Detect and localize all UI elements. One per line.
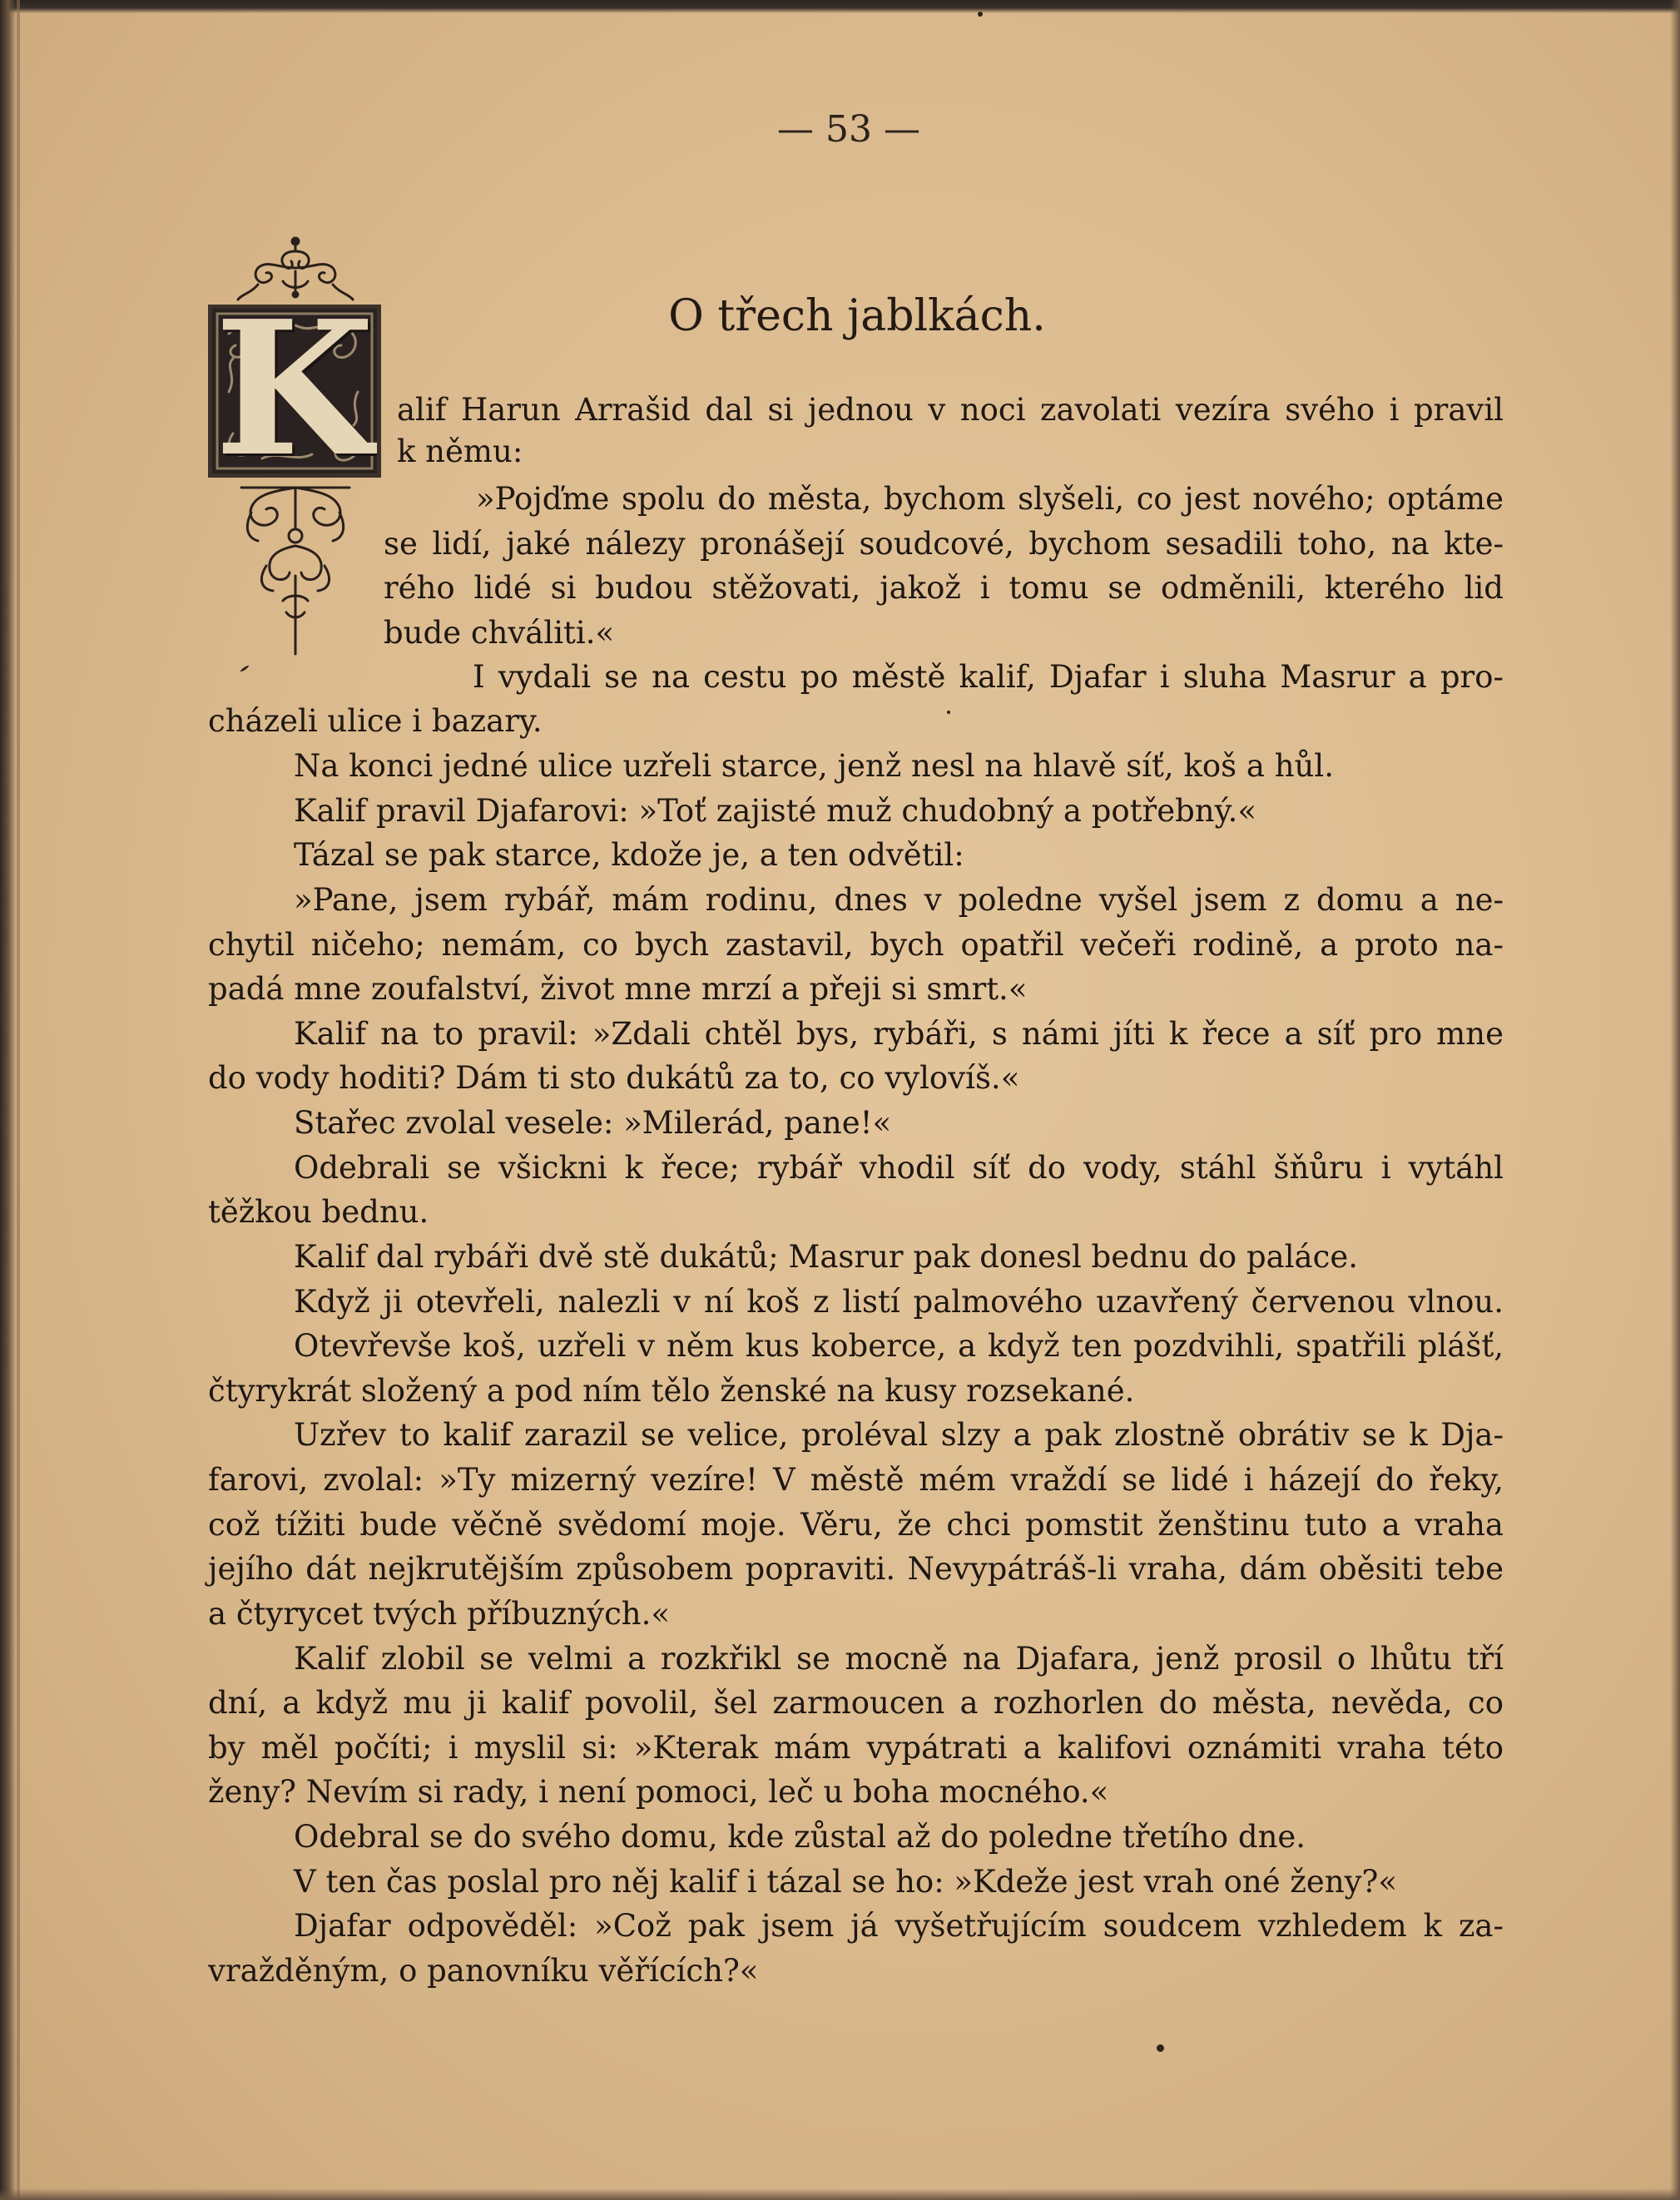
chapter-title: O třech jablkách. <box>668 291 1046 341</box>
text-line: dní, a když mu ji kalif povolil, šel zarmoucen a rozhorlen do města, nevěda, co <box>208 1685 1504 1721</box>
text-line: Kalif na to pravil: »Zdali chtěl bys, rybáři, s námi jíti k řece a síť pro mne <box>294 1016 1504 1052</box>
text-line: Odebral se do svého domu, kde zůstal až do poledne třetího dne. <box>294 1819 1306 1855</box>
text-line: vražděným, o panovníku věřících?« <box>208 1953 759 1989</box>
initial-letter: K <box>214 305 375 478</box>
text-line: Odebrali se všickni k řece; rybář vhodil síť do vody, stáhl šňůru i vytáhl <box>294 1150 1504 1186</box>
text-line: Když ji otevřeli, nalezli v ní koš z listí palmového uzavřený červenou vlnou. <box>294 1284 1504 1320</box>
text-line: Kalif zlobil se velmi a rozkřikl se mocně na Djafara, jenž prosil o lhůtu tří <box>294 1641 1504 1677</box>
text-line: Na konci jedné ulice uzřeli starce, jenž nesl na hlavě síť, koš a hůl. <box>294 748 1334 784</box>
text-line: Uzřev to kalif zarazil se velice, proléval slzy a pak zlostně obrátiv se k Dja- <box>294 1417 1504 1453</box>
text-line: V ten čas poslal pro něj kalif i tázal se ho: »Kdeže jest vrah oné ženy?« <box>294 1864 1398 1900</box>
text-line: bude chváliti.« <box>384 615 615 651</box>
text-line: těžkou bednu. <box>208 1194 429 1230</box>
text-line: a čtyrycet tvých příbuzných.« <box>208 1596 671 1632</box>
text-line: Kalif dal rybáři dvě stě dukátů; Masrur pak donesl bednu do paláce. <box>294 1239 1358 1275</box>
text-line: Djafar odpověděl: »Což pak jsem já vyšetřujícím soudcem vzhledem k za- <box>294 1908 1504 1944</box>
text-line: Kalif pravil Djafarovi: »Toť zajisté muž chudobný a potřebný.« <box>294 793 1257 829</box>
text-line: do vody hoditi? Dám ti sto dukátů za to, co vylovíš.« <box>208 1060 1020 1096</box>
text-line: Tázal se pak starce, kdože je, a ten odvětil: <box>294 837 964 873</box>
text-line: což tížiti bude věčně svědomí moje. Věru, že chci pomstit ženštinu tuto a vraha <box>208 1507 1504 1543</box>
text-line: se lidí, jaké nálezy pronášejí soudcové, bychom sesadili toho, na kte- <box>384 526 1504 562</box>
text-line: Stařec zvolal vesele: »Milerád, pane!« <box>294 1105 892 1141</box>
page-number: — 53 — <box>777 108 920 151</box>
text-line: k němu: <box>397 434 523 469</box>
ink-speck <box>978 12 983 17</box>
text-line: rého lidé si budou stěžovati, jakož i tomu se odměnili, kterého lid <box>384 570 1504 606</box>
text-line: alif Harun Arrašid dal si jednou v noci zavolati vezíra svého i pravil <box>397 392 1504 428</box>
text-line: farovi, zvolal: »Ty mizerný vezíre! V městě mém vraždí se lidé i házejí do řeky, <box>208 1462 1504 1498</box>
ink-speck <box>1157 2044 1164 2052</box>
text-line: jejího dát nejkrutějším způsobem popraviti. Nevypátráš-li vraha, dám oběsiti tebe <box>208 1551 1504 1587</box>
ink-speck <box>947 711 950 714</box>
text-line: »Pane, jsem rybář, mám rodinu, dnes v poledne vyšel jsem z domu a ne- <box>294 882 1504 918</box>
text-line: »Pojďme spolu do města, bychom slyšeli, co jest nového; optáme <box>476 481 1504 517</box>
text-line: cházeli ulice i bazary. <box>208 703 543 739</box>
text-line: Otevřevše koš, uzřeli v něm kus koberce, a když ten pozdvihli, spatřili plášť, <box>294 1328 1504 1364</box>
text-line: padá mne zoufalství, život mne mrzí a přeji si smrt.« <box>208 971 1028 1007</box>
text-line: I vydali se na cestu po městě kalif, Djafar i sluha Masrur a pro- <box>473 659 1504 695</box>
text-line: by měl počíti; i myslil si: »Kterak mám vypátrati a kalifovi oznámiti vraha této <box>208 1730 1504 1766</box>
text-line: čtyrykrát složený a pod ním tělo ženské na kusy rozsekané. <box>208 1373 1135 1409</box>
text-line: ženy? Nevím si rady, i není pomoci, leč u boha mocného.« <box>208 1774 1109 1810</box>
text-line: chytil ničeho; nemám, co bych zastavil, bych opatřil večeři rodině, a proto na- <box>208 927 1504 963</box>
